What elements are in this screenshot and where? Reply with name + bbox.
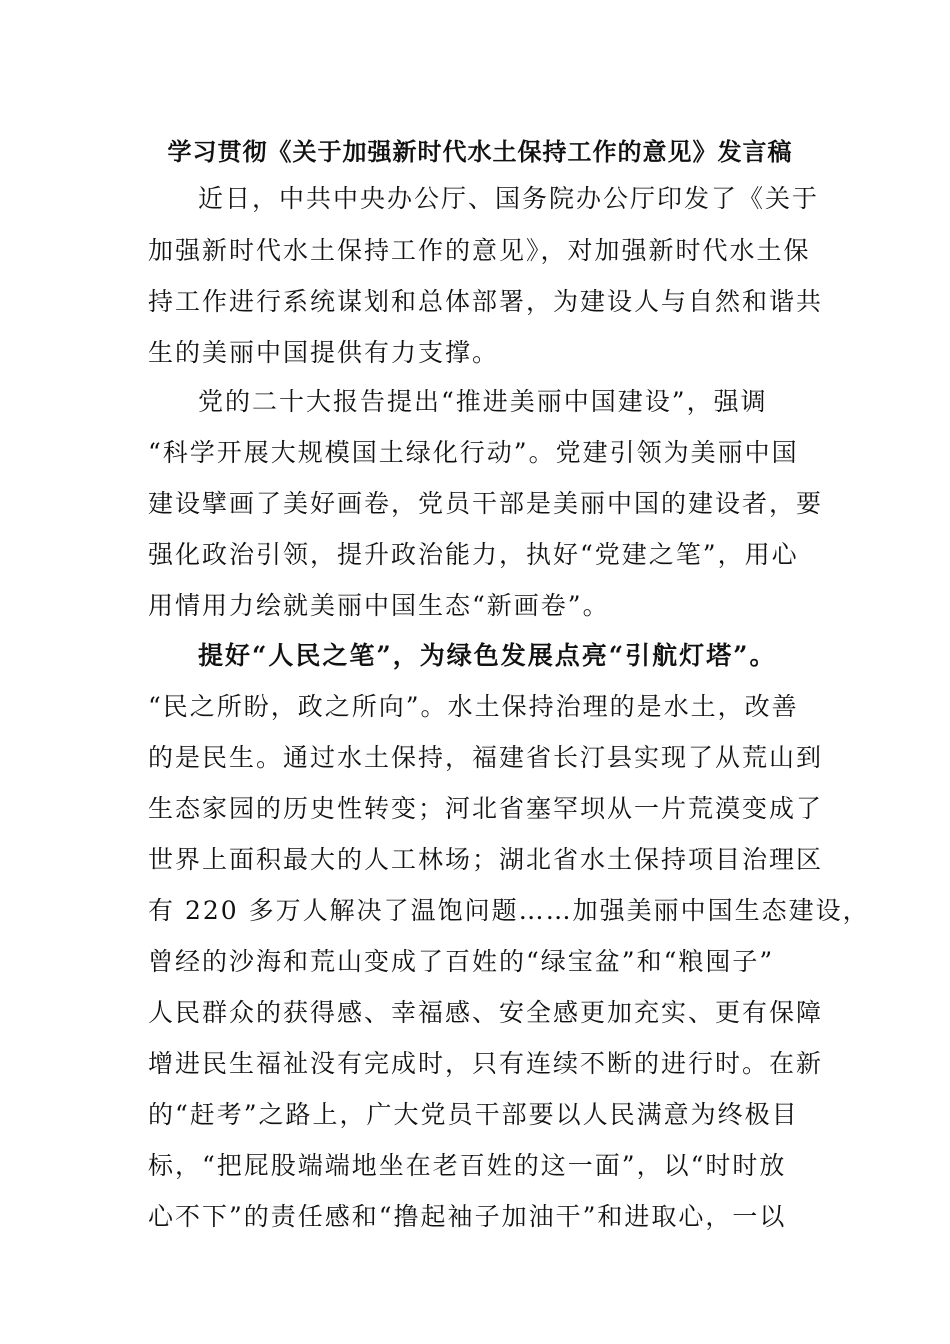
document-title: 学习贯彻《关于加强新时代水土保持工作的意见》发言稿 — [167, 137, 793, 166]
paragraph-3-line-1: “民之所盼，政之所向”。水土保持治理的是水土，改善 — [148, 692, 799, 721]
paragraph-1-line-4: 生的美丽中国提供有力支撑。 — [148, 338, 500, 367]
paragraph-3-line-8: 增进民生福祉没有完成时，只有连续不断的进行时。在新 — [148, 1049, 824, 1078]
section-heading: 提好“人民之笔”，为绿色发展点亮“引航灯塔”。 — [198, 641, 777, 670]
paragraph-3-line-2: 的是民生。通过水土保持，福建省长汀县实现了从荒山到 — [148, 743, 824, 772]
paragraph-2-line-4: 强化政治引领，提升政治能力，执好“党建之笔”，用心 — [148, 540, 799, 569]
paragraph-1-line-3: 持工作进行系统谋划和总体部署，为建设人与自然和谐共 — [148, 287, 824, 316]
paragraph-3-line-6: 曾经的沙海和荒山变成了百姓的“绿宝盆”和“粮囤子” — [148, 947, 775, 976]
paragraph-3-line-4: 世界上面积最大的人工林场；湖北省水土保持项目治理区 — [148, 845, 824, 874]
paragraph-2-line-5: 用情用力绘就美丽中国生态“新画卷”。 — [148, 591, 610, 620]
paragraph-3-line-7: 人民群众的获得感、幸福感、安全感更加充实、更有保障 — [148, 998, 824, 1027]
paragraph-3-line-11: 心不下”的责任感和“撸起袖子加油干”和进取心，一以 — [148, 1202, 787, 1231]
paragraph-2-line-1: 党的二十大报告提出“推进美丽中国建设”，强调 — [198, 387, 768, 416]
paragraph-3-line-10: 标，“把屁股端端地坐在老百姓的这一面”，以“时时放 — [148, 1151, 787, 1180]
paragraph-2-line-2: “科学开展大规模国土绿化行动”。党建引领为美丽中国 — [148, 438, 799, 467]
paragraph-1-line-1: 近日，中共中央办公厅、国务院办公厅印发了《关于 — [198, 184, 820, 213]
paragraph-3-line-3: 生态家园的历史性转变；河北省塞罕坝从一片荒漠变成了 — [148, 794, 824, 823]
paragraph-3-line-5: 有 220 多万人解决了温饱问题……加强美丽中国生态建设， — [148, 896, 870, 925]
paragraph-3-line-9: 的“赶考”之路上，广大党员干部要以人民满意为终极目 — [148, 1100, 799, 1129]
paragraph-2-line-3: 建设擘画了美好画卷，党员干部是美丽中国的建设者，要 — [148, 489, 824, 518]
paragraph-1-line-2: 加强新时代水土保持工作的意见》，对加强新时代水土保 — [148, 236, 811, 265]
